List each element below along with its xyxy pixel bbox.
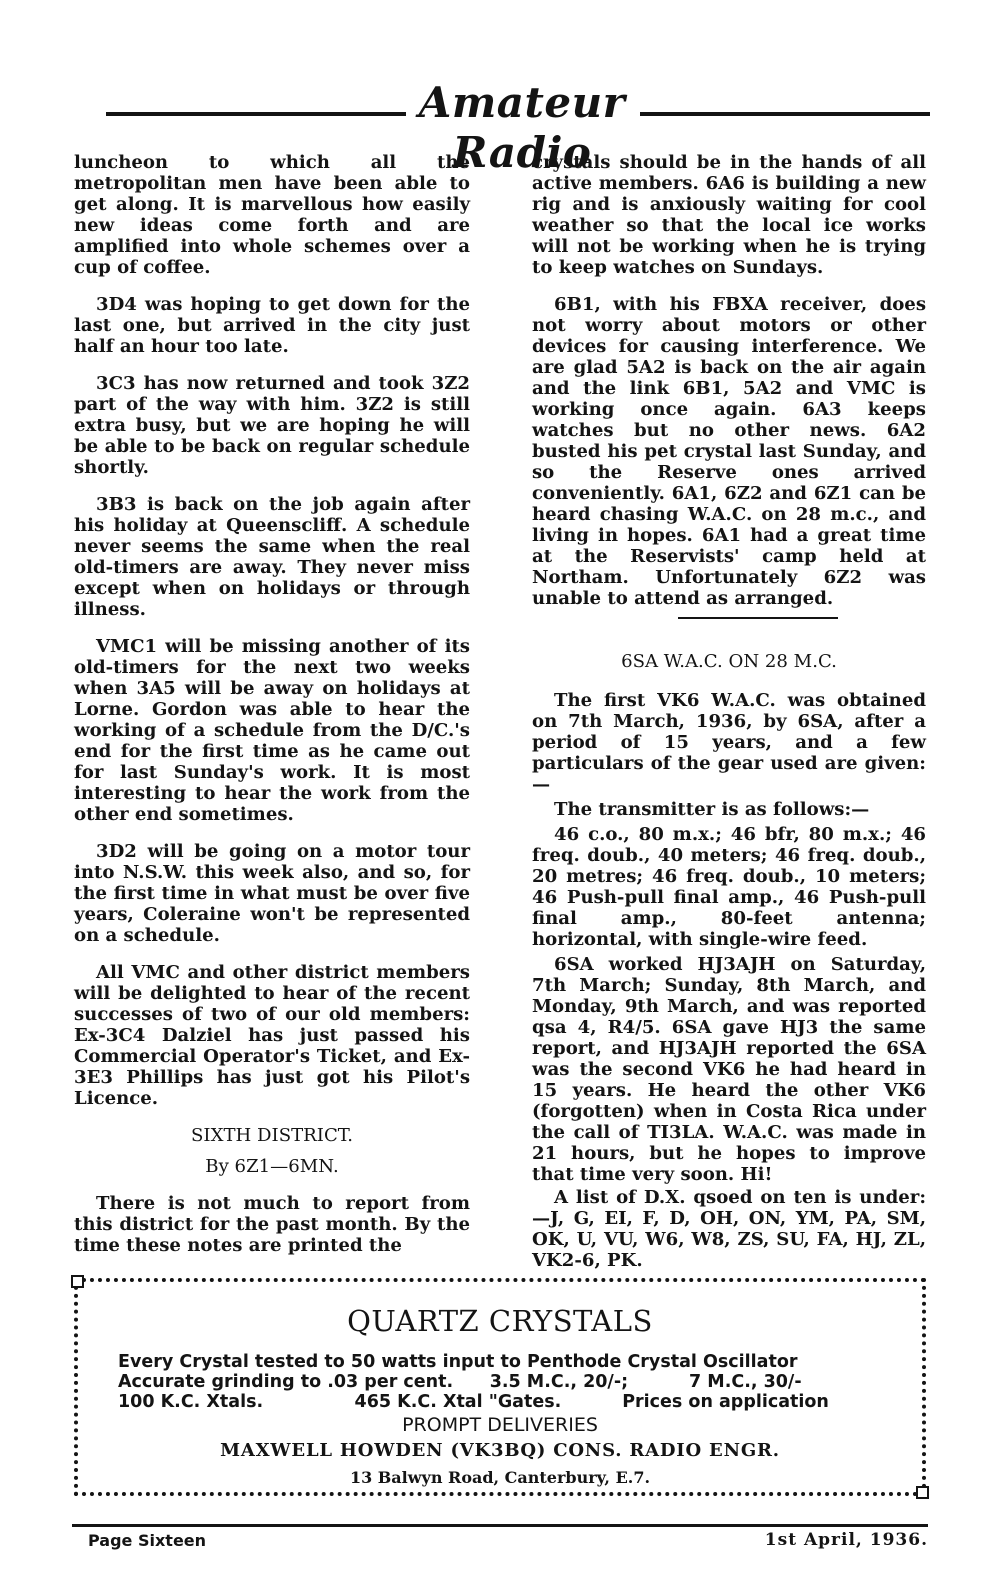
- paragraph: There is not much to report from this district for the past month. By the time these notes are printed the: [74, 1193, 470, 1256]
- masthead-title: Amateur Radio: [418, 78, 626, 177]
- left-column: [74, 152, 470, 1272]
- paragraph: 3D4 was hoping to get down for the last one, but arrived in the city just half an hour too late.: [74, 294, 470, 357]
- article-heading: 6SA W.A.C. ON 28 M.C.: [621, 651, 837, 672]
- corner-ornament: [71, 1275, 84, 1288]
- issue-date: 1st April, 1936.: [764, 1530, 928, 1550]
- paragraph: 3B3 is back on the job again after his holiday at Queenscliff. A schedule never seems the same when the real old-timers are away. They never miss except when on holidays or through illness.: [74, 494, 470, 620]
- footer-rule: [72, 1524, 928, 1527]
- section-heading: SIXTH DISTRICT.: [191, 1125, 353, 1146]
- advertisement-box: [74, 1278, 926, 1496]
- masthead-rule-left: [106, 112, 406, 116]
- separator-rule: [678, 617, 838, 619]
- ad-title: QUARTZ CRYSTALS: [347, 1304, 653, 1338]
- ad-line: PROMPT DELIVERIES: [402, 1414, 598, 1436]
- paragraph: crystals should be in the hands of all active members. 6A6 is building a new rig and is anxiously waiting for cool weather so that the local ice works will not be working when he is trying to keep watches on Sundays.: [532, 152, 926, 278]
- masthead: [0, 0, 1000, 177]
- paragraph: A list of D.X. qsoed on ten is under:—J, G, EI, F, D, OH, ON, YM, PA, SM, OK, U, VU, W6, W8, ZS, SU, FA, HJ, ZL, VK2-6, PK.: [532, 1187, 926, 1271]
- paragraph: 3D2 will be going on a motor tour into N.S.W. this week also, and so, for the first time in what must be over five years, Coleraine won't be represented on a schedule.: [74, 841, 470, 946]
- ad-line: Accurate grinding to .03 per cent. 3.5 M.C., 20/-; 7 M.C., 30/-: [118, 1372, 802, 1392]
- paragraph: The transmitter is as follows:—: [554, 799, 870, 820]
- paragraph: luncheon to which all the metropolitan men have been able to get along. It is marvellous how easily new ideas come forth and are amplified into whole schemes over a cup of coffee.: [74, 152, 470, 278]
- section-byline: By 6Z1—6MN.: [205, 1156, 339, 1177]
- right-column: [532, 152, 926, 1273]
- ad-line: 100 K.C. Xtals. 465 K.C. Xtal "Gates. Prices on application: [118, 1392, 829, 1412]
- page-number: Page Sixteen: [88, 1531, 207, 1550]
- paragraph: All VMC and other district members will be delighted to hear of the recent successes of two of our old members: Ex-3C4 Dalziel has just passed his Commercial Operator's Ticket, and Ex-3E3 Phillips has just got his Pilot's Licence.: [74, 962, 470, 1109]
- paragraph: 6B1, with his FBXA receiver, does not worry about motors or other devices for causing interference. We are glad 5A2 is back on the air again and the link 6B1, 5A2 and VMC is working once again. 6A3 keeps watches but no other news. 6A2 busted his pet crystal last Sunday, and so the Reserve ones arrived conveniently. 6A1, 6Z2 and 6Z1 can be heard chasing W.A.C. on 28 m.c., and living in hopes. 6A1 had a great time at the Reservists' camp held at Northam. Unfortunately 6Z2 was unable to attend as arranged.: [532, 294, 926, 609]
- ad-line: 13 Balwyn Road, Canterbury, E.7.: [349, 1468, 651, 1487]
- ad-line: Every Crystal tested to 50 watts input to Penthode Crystal Oscillator: [118, 1352, 798, 1372]
- ad-line: MAXWELL HOWDEN (VK3BQ) CONS. RADIO ENGR.: [220, 1440, 780, 1461]
- paragraph: VMC1 will be missing another of its old-timers for the next two weeks when 3A5 will be away on holidays at Lorne. Gordon was able to hear the working of a schedule from the D/C.'s end for the first time as he came out for last Sunday's work. It is most interesting to hear the work from the other end sometimes.: [74, 636, 470, 825]
- paragraph: The first VK6 W.A.C. was obtained on 7th March, 1936, by 6SA, after a period of 15 years, and a few particulars of the gear used are given:—: [532, 690, 926, 795]
- paragraph: 46 c.o., 80 m.x.; 46 bfr, 80 m.x.; 46 freq. doub., 40 meters; 46 freq. doub., 20 metres; 46 freq. doub., 10 meters; 46 Push-pull final amp., 46 Push-pull final amp., 80-feet antenna; horizontal, with single-wire feed.: [532, 824, 926, 950]
- paragraph: 6SA worked HJ3AJH on Saturday, 7th March; Sunday, 8th March, and Monday, 9th March, and was reported qsa 4, R4/5. 6SA gave HJ3 the same report, and HJ3AJH reported the 6SA was the second VK6 he had heard in 15 years. He heard the other VK6 (forgotten) when in Costa Rica under the call of TI3LA. W.A.C. was made in 21 hours, but he hopes to improve that time very soon. Hi!: [532, 954, 926, 1185]
- paragraph: 3C3 has now returned and took 3Z2 part of the way with him. 3Z2 is still extra busy, but we are hoping he will be able to be back on regular schedule shortly.: [74, 373, 470, 478]
- masthead-rule-right: [640, 112, 930, 116]
